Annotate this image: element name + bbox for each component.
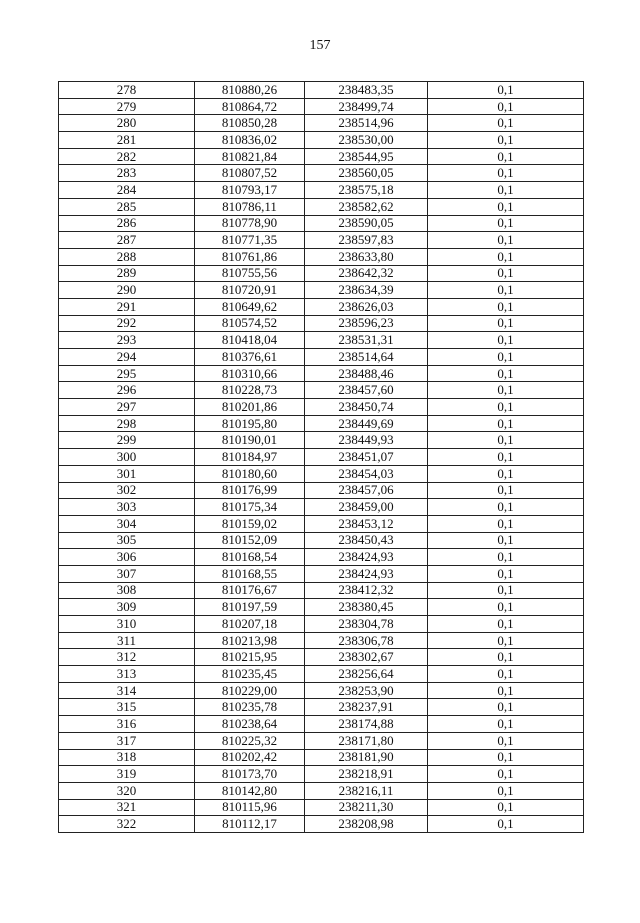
table-row xyxy=(59,499,584,516)
accuracy-cell: 0,1 xyxy=(428,532,584,549)
y-coordinate-cell: 238304,78 xyxy=(305,616,428,633)
point-number-cell: 287 xyxy=(59,232,195,249)
x-coordinate-cell: 810821,84 xyxy=(195,148,305,165)
y-coordinate-cell: 238483,35 xyxy=(305,82,428,99)
y-coordinate-cell: 238424,93 xyxy=(305,565,428,582)
table-row xyxy=(59,332,584,349)
x-coordinate-cell: 810755,56 xyxy=(195,265,305,282)
y-coordinate-cell: 238256,64 xyxy=(305,666,428,683)
y-coordinate-cell: 238457,06 xyxy=(305,482,428,499)
y-coordinate-cell: 238253,90 xyxy=(305,682,428,699)
table-row xyxy=(59,532,584,549)
accuracy-cell: 0,1 xyxy=(428,499,584,516)
accuracy-cell: 0,1 xyxy=(428,549,584,566)
x-coordinate-cell: 810184,97 xyxy=(195,449,305,466)
table-row xyxy=(59,232,584,249)
table-row xyxy=(59,349,584,366)
table-row xyxy=(59,782,584,799)
x-coordinate-cell: 810207,18 xyxy=(195,616,305,633)
point-number-cell: 309 xyxy=(59,599,195,616)
y-coordinate-cell: 238218,91 xyxy=(305,766,428,783)
x-coordinate-cell: 810836,02 xyxy=(195,132,305,149)
table-body xyxy=(59,82,584,833)
y-coordinate-cell: 238174,88 xyxy=(305,716,428,733)
point-number-cell: 295 xyxy=(59,365,195,382)
table-row xyxy=(59,82,584,99)
table-row xyxy=(59,215,584,232)
accuracy-cell: 0,1 xyxy=(428,699,584,716)
accuracy-cell: 0,1 xyxy=(428,165,584,182)
table-row xyxy=(59,616,584,633)
table-row xyxy=(59,716,584,733)
accuracy-cell: 0,1 xyxy=(428,232,584,249)
x-coordinate-cell: 810807,52 xyxy=(195,165,305,182)
point-number-cell: 308 xyxy=(59,582,195,599)
accuracy-cell: 0,1 xyxy=(428,649,584,666)
accuracy-cell: 0,1 xyxy=(428,148,584,165)
point-number-cell: 315 xyxy=(59,699,195,716)
table-row xyxy=(59,465,584,482)
point-number-cell: 279 xyxy=(59,98,195,115)
y-coordinate-cell: 238560,05 xyxy=(305,165,428,182)
x-coordinate-cell: 810168,55 xyxy=(195,565,305,582)
accuracy-cell: 0,1 xyxy=(428,682,584,699)
accuracy-cell: 0,1 xyxy=(428,582,584,599)
y-coordinate-cell: 238530,00 xyxy=(305,132,428,149)
x-coordinate-cell: 810793,17 xyxy=(195,182,305,199)
point-number-cell: 294 xyxy=(59,349,195,366)
table-row xyxy=(59,98,584,115)
point-number-cell: 281 xyxy=(59,132,195,149)
y-coordinate-cell: 238453,12 xyxy=(305,515,428,532)
accuracy-cell: 0,1 xyxy=(428,465,584,482)
y-coordinate-cell: 238380,45 xyxy=(305,599,428,616)
x-coordinate-cell: 810190,01 xyxy=(195,432,305,449)
accuracy-cell: 0,1 xyxy=(428,515,584,532)
accuracy-cell: 0,1 xyxy=(428,349,584,366)
table-row xyxy=(59,799,584,816)
table-row xyxy=(59,565,584,582)
table-row xyxy=(59,649,584,666)
point-number-cell: 299 xyxy=(59,432,195,449)
y-coordinate-cell: 238171,80 xyxy=(305,732,428,749)
table-row xyxy=(59,399,584,416)
y-coordinate-cell: 238454,03 xyxy=(305,465,428,482)
accuracy-cell: 0,1 xyxy=(428,382,584,399)
x-coordinate-cell: 810195,80 xyxy=(195,415,305,432)
y-coordinate-cell: 238633,80 xyxy=(305,248,428,265)
point-number-cell: 317 xyxy=(59,732,195,749)
x-coordinate-cell: 810761,86 xyxy=(195,248,305,265)
x-coordinate-cell: 810112,17 xyxy=(195,816,305,833)
point-number-cell: 319 xyxy=(59,766,195,783)
y-coordinate-cell: 238626,03 xyxy=(305,298,428,315)
accuracy-cell: 0,1 xyxy=(428,332,584,349)
table-row xyxy=(59,666,584,683)
table-row xyxy=(59,165,584,182)
accuracy-cell: 0,1 xyxy=(428,132,584,149)
table-row xyxy=(59,365,584,382)
page-number: 157 xyxy=(309,38,331,53)
point-number-cell: 302 xyxy=(59,482,195,499)
x-coordinate-cell: 810168,54 xyxy=(195,549,305,566)
point-number-cell: 288 xyxy=(59,248,195,265)
point-number-cell: 292 xyxy=(59,315,195,332)
accuracy-cell: 0,1 xyxy=(428,98,584,115)
point-number-cell: 284 xyxy=(59,182,195,199)
x-coordinate-cell: 810850,28 xyxy=(195,115,305,132)
point-number-cell: 278 xyxy=(59,82,195,99)
y-coordinate-cell: 238208,98 xyxy=(305,816,428,833)
x-coordinate-cell: 810310,66 xyxy=(195,365,305,382)
point-number-cell: 282 xyxy=(59,148,195,165)
accuracy-cell: 0,1 xyxy=(428,282,584,299)
point-number-cell: 280 xyxy=(59,115,195,132)
y-coordinate-cell: 238449,69 xyxy=(305,415,428,432)
y-coordinate-cell: 238450,43 xyxy=(305,532,428,549)
accuracy-cell: 0,1 xyxy=(428,198,584,215)
accuracy-cell: 0,1 xyxy=(428,82,584,99)
x-coordinate-cell: 810213,98 xyxy=(195,632,305,649)
table-row xyxy=(59,515,584,532)
accuracy-cell: 0,1 xyxy=(428,799,584,816)
y-coordinate-cell: 238514,96 xyxy=(305,115,428,132)
point-number-cell: 316 xyxy=(59,716,195,733)
point-number-cell: 313 xyxy=(59,666,195,683)
x-coordinate-cell: 810649,62 xyxy=(195,298,305,315)
y-coordinate-cell: 238424,93 xyxy=(305,549,428,566)
table-row xyxy=(59,182,584,199)
x-coordinate-cell: 810202,42 xyxy=(195,749,305,766)
table-row xyxy=(59,816,584,833)
y-coordinate-cell: 238457,60 xyxy=(305,382,428,399)
table-row xyxy=(59,482,584,499)
accuracy-cell: 0,1 xyxy=(428,298,584,315)
table-row xyxy=(59,265,584,282)
accuracy-cell: 0,1 xyxy=(428,816,584,833)
point-number-cell: 307 xyxy=(59,565,195,582)
accuracy-cell: 0,1 xyxy=(428,616,584,633)
x-coordinate-cell: 810786,11 xyxy=(195,198,305,215)
x-coordinate-cell: 810175,34 xyxy=(195,499,305,516)
y-coordinate-cell: 238302,67 xyxy=(305,649,428,666)
accuracy-cell: 0,1 xyxy=(428,399,584,416)
accuracy-cell: 0,1 xyxy=(428,782,584,799)
accuracy-cell: 0,1 xyxy=(428,632,584,649)
accuracy-cell: 0,1 xyxy=(428,482,584,499)
table-row xyxy=(59,632,584,649)
table-row xyxy=(59,198,584,215)
y-coordinate-cell: 238412,32 xyxy=(305,582,428,599)
accuracy-cell: 0,1 xyxy=(428,365,584,382)
x-coordinate-cell: 810159,02 xyxy=(195,515,305,532)
table-row xyxy=(59,248,584,265)
accuracy-cell: 0,1 xyxy=(428,749,584,766)
table-row xyxy=(59,599,584,616)
accuracy-cell: 0,1 xyxy=(428,565,584,582)
table-row xyxy=(59,732,584,749)
x-coordinate-cell: 810225,32 xyxy=(195,732,305,749)
point-number-cell: 301 xyxy=(59,465,195,482)
point-number-cell: 306 xyxy=(59,549,195,566)
point-number-cell: 293 xyxy=(59,332,195,349)
x-coordinate-cell: 810176,67 xyxy=(195,582,305,599)
accuracy-cell: 0,1 xyxy=(428,315,584,332)
point-number-cell: 283 xyxy=(59,165,195,182)
x-coordinate-cell: 810229,00 xyxy=(195,682,305,699)
table-row xyxy=(59,682,584,699)
point-number-cell: 318 xyxy=(59,749,195,766)
accuracy-cell: 0,1 xyxy=(428,599,584,616)
table-row xyxy=(59,382,584,399)
accuracy-cell: 0,1 xyxy=(428,432,584,449)
table-row xyxy=(59,582,584,599)
accuracy-cell: 0,1 xyxy=(428,732,584,749)
table-row xyxy=(59,298,584,315)
x-coordinate-cell: 810235,45 xyxy=(195,666,305,683)
table-row xyxy=(59,115,584,132)
x-coordinate-cell: 810235,78 xyxy=(195,699,305,716)
x-coordinate-cell: 810228,73 xyxy=(195,382,305,399)
x-coordinate-cell: 810152,09 xyxy=(195,532,305,549)
point-number-cell: 314 xyxy=(59,682,195,699)
y-coordinate-cell: 238590,05 xyxy=(305,215,428,232)
y-coordinate-cell: 238575,18 xyxy=(305,182,428,199)
point-number-cell: 291 xyxy=(59,298,195,315)
point-number-cell: 305 xyxy=(59,532,195,549)
x-coordinate-cell: 810180,60 xyxy=(195,465,305,482)
y-coordinate-cell: 238544,95 xyxy=(305,148,428,165)
point-number-cell: 312 xyxy=(59,649,195,666)
coordinates-table xyxy=(58,81,584,833)
y-coordinate-cell: 238181,90 xyxy=(305,749,428,766)
x-coordinate-cell: 810238,64 xyxy=(195,716,305,733)
x-coordinate-cell: 810720,91 xyxy=(195,282,305,299)
accuracy-cell: 0,1 xyxy=(428,115,584,132)
y-coordinate-cell: 238216,11 xyxy=(305,782,428,799)
accuracy-cell: 0,1 xyxy=(428,415,584,432)
y-coordinate-cell: 238449,93 xyxy=(305,432,428,449)
y-coordinate-cell: 238634,39 xyxy=(305,282,428,299)
x-coordinate-cell: 810376,61 xyxy=(195,349,305,366)
x-coordinate-cell: 810176,99 xyxy=(195,482,305,499)
y-coordinate-cell: 238499,74 xyxy=(305,98,428,115)
x-coordinate-cell: 810864,72 xyxy=(195,98,305,115)
y-coordinate-cell: 238582,62 xyxy=(305,198,428,215)
x-coordinate-cell: 810215,95 xyxy=(195,649,305,666)
table-row xyxy=(59,132,584,149)
table-row xyxy=(59,749,584,766)
x-coordinate-cell: 810173,70 xyxy=(195,766,305,783)
table-row xyxy=(59,549,584,566)
point-number-cell: 289 xyxy=(59,265,195,282)
point-number-cell: 300 xyxy=(59,449,195,466)
accuracy-cell: 0,1 xyxy=(428,449,584,466)
point-number-cell: 290 xyxy=(59,282,195,299)
x-coordinate-cell: 810197,59 xyxy=(195,599,305,616)
table-row xyxy=(59,766,584,783)
table-row xyxy=(59,432,584,449)
table-row xyxy=(59,282,584,299)
point-number-cell: 304 xyxy=(59,515,195,532)
accuracy-cell: 0,1 xyxy=(428,716,584,733)
accuracy-cell: 0,1 xyxy=(428,766,584,783)
table-row xyxy=(59,699,584,716)
table-row xyxy=(59,449,584,466)
y-coordinate-cell: 238211,30 xyxy=(305,799,428,816)
x-coordinate-cell: 810142,80 xyxy=(195,782,305,799)
accuracy-cell: 0,1 xyxy=(428,248,584,265)
point-number-cell: 322 xyxy=(59,816,195,833)
y-coordinate-cell: 238642,32 xyxy=(305,265,428,282)
y-coordinate-cell: 238488,46 xyxy=(305,365,428,382)
table-row xyxy=(59,415,584,432)
accuracy-cell: 0,1 xyxy=(428,265,584,282)
point-number-cell: 285 xyxy=(59,198,195,215)
y-coordinate-cell: 238306,78 xyxy=(305,632,428,649)
point-number-cell: 286 xyxy=(59,215,195,232)
table-row xyxy=(59,148,584,165)
accuracy-cell: 0,1 xyxy=(428,215,584,232)
x-coordinate-cell: 810201,86 xyxy=(195,399,305,416)
y-coordinate-cell: 238596,23 xyxy=(305,315,428,332)
y-coordinate-cell: 238237,91 xyxy=(305,699,428,716)
x-coordinate-cell: 810771,35 xyxy=(195,232,305,249)
x-coordinate-cell: 810778,90 xyxy=(195,215,305,232)
point-number-cell: 321 xyxy=(59,799,195,816)
point-number-cell: 296 xyxy=(59,382,195,399)
x-coordinate-cell: 810115,96 xyxy=(195,799,305,816)
accuracy-cell: 0,1 xyxy=(428,182,584,199)
point-number-cell: 303 xyxy=(59,499,195,516)
point-number-cell: 311 xyxy=(59,632,195,649)
y-coordinate-cell: 238450,74 xyxy=(305,399,428,416)
x-coordinate-cell: 810880,26 xyxy=(195,82,305,99)
point-number-cell: 310 xyxy=(59,616,195,633)
x-coordinate-cell: 810574,52 xyxy=(195,315,305,332)
y-coordinate-cell: 238531,31 xyxy=(305,332,428,349)
x-coordinate-cell: 810418,04 xyxy=(195,332,305,349)
table-row xyxy=(59,315,584,332)
point-number-cell: 298 xyxy=(59,415,195,432)
point-number-cell: 297 xyxy=(59,399,195,416)
accuracy-cell: 0,1 xyxy=(428,666,584,683)
y-coordinate-cell: 238459,00 xyxy=(305,499,428,516)
y-coordinate-cell: 238451,07 xyxy=(305,449,428,466)
y-coordinate-cell: 238514,64 xyxy=(305,349,428,366)
y-coordinate-cell: 238597,83 xyxy=(305,232,428,249)
point-number-cell: 320 xyxy=(59,782,195,799)
